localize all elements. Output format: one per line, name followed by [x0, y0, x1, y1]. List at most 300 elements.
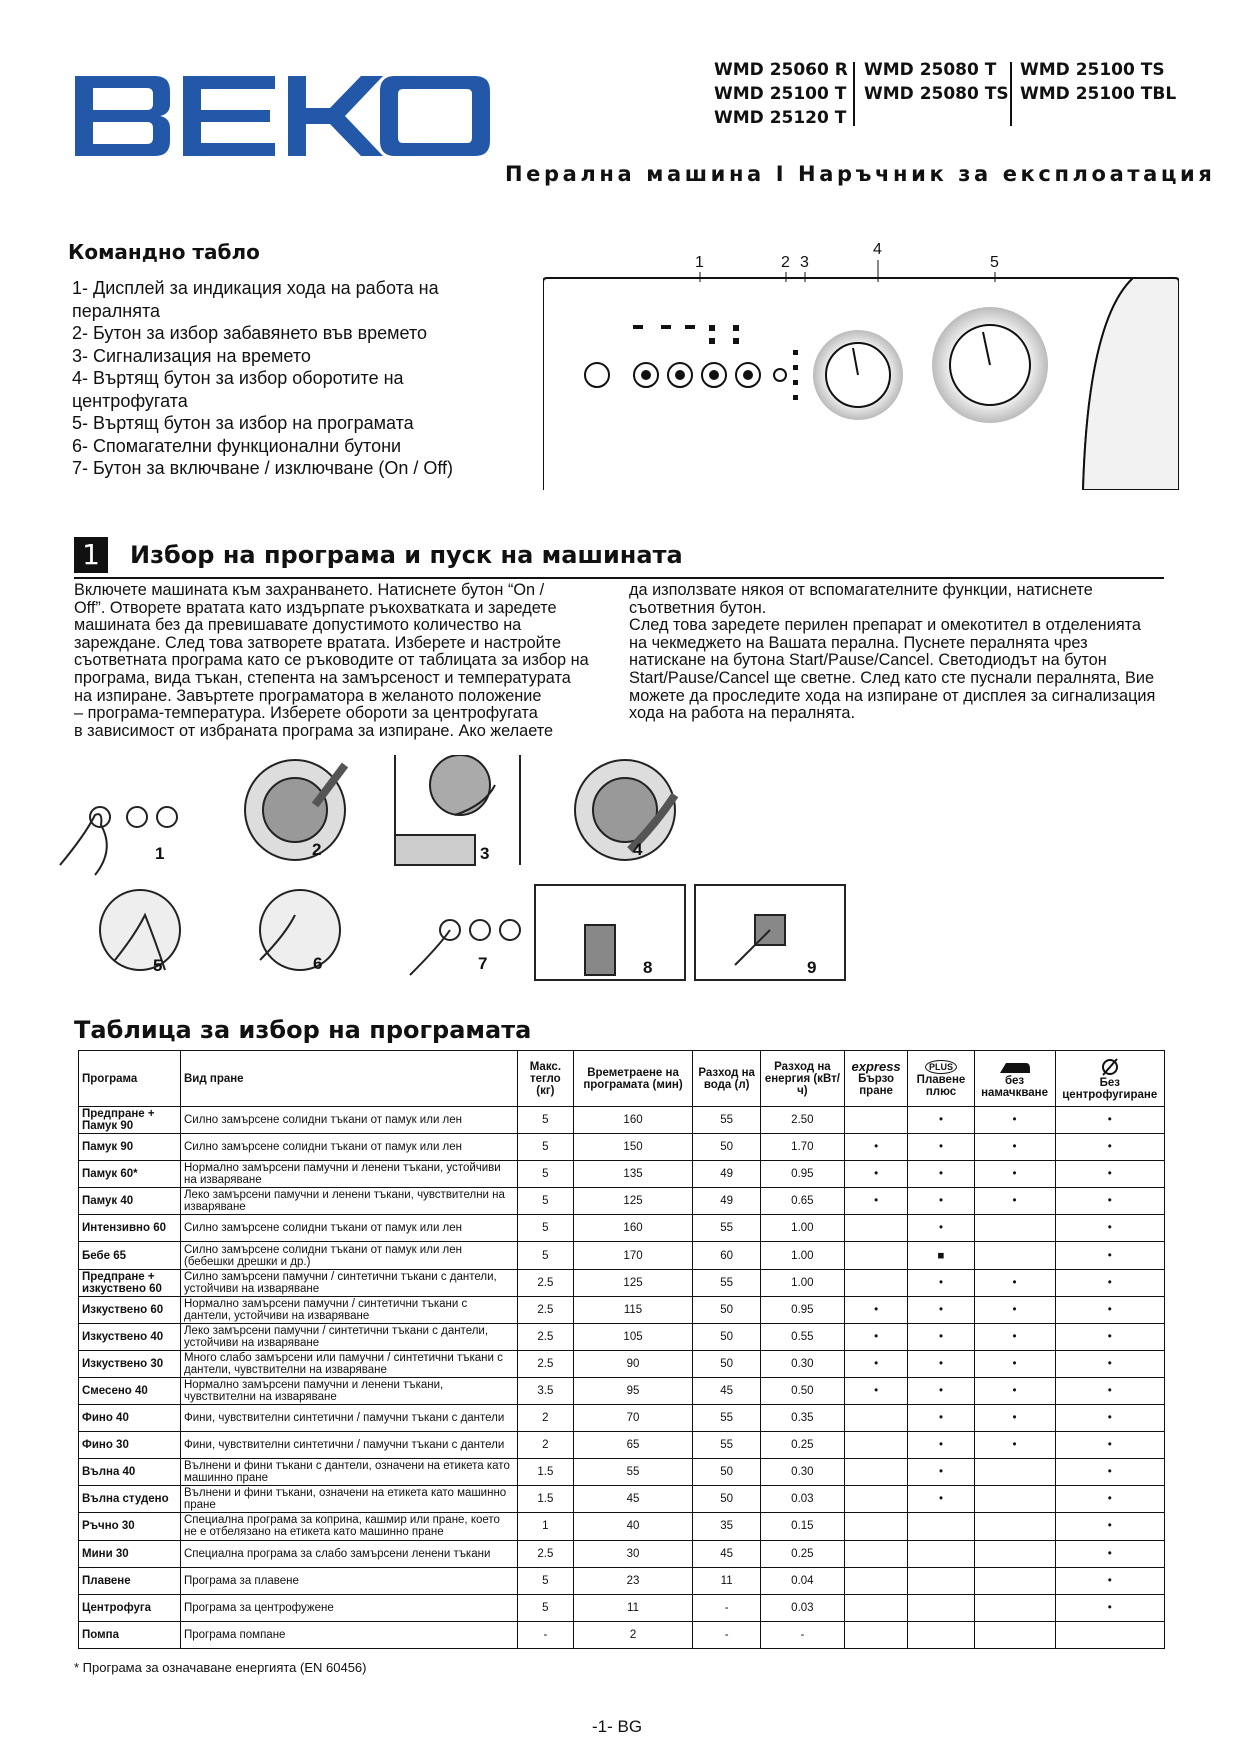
table-row — [79, 1377, 1165, 1404]
cell-noiron: • — [974, 1432, 1055, 1459]
table-row — [79, 1567, 1165, 1594]
paragraph-line: в зависимост от избраната програма за изпиране. Ако желаете — [74, 721, 554, 740]
cell-nospin: • — [1055, 1377, 1164, 1404]
cell-name: Фино 30 — [79, 1432, 181, 1459]
paragraph-line: машината без да превишавате допустимото количество на — [74, 616, 522, 635]
cell-type: Силно замърсене солидни тъкани от памук или лен — [181, 1215, 518, 1242]
cell-load: 5 — [518, 1134, 574, 1161]
cell-type: Много слабо замърсени или памучни / синтетични тъкани с дантели, чувствителни на изваряване — [181, 1350, 518, 1377]
cell-nospin: • — [1055, 1486, 1164, 1513]
iron-icon — [998, 1059, 1032, 1075]
cell-time: 125 — [573, 1188, 693, 1215]
models-col-2 — [864, 58, 1009, 106]
callout-5: 5 — [990, 254, 999, 271]
cell-load: 5 — [518, 1242, 574, 1269]
cell-energy: 0.03 — [760, 1486, 844, 1513]
model-name: WMD 25120 T — [714, 108, 847, 128]
cell-plus — [908, 1621, 974, 1648]
cell-noiron — [974, 1540, 1055, 1567]
paragraph-line: Включете машината към захранването. Натиснете бутон “On / — [74, 581, 545, 599]
cell-type: Силно замърсени памучни / синтетични тъкани с дантели, устойчиви на изваряване — [181, 1269, 518, 1296]
cell-time: 160 — [573, 1107, 693, 1134]
col-energy: Разход на енергия (кВт/ч) — [760, 1051, 844, 1107]
cell-water: - — [693, 1621, 761, 1648]
cell-load: 2 — [518, 1432, 574, 1459]
cell-plus — [908, 1513, 974, 1540]
col-time: Времетраене на програмата (мин) — [573, 1051, 693, 1107]
col-water: Разход на вода (л) — [693, 1051, 761, 1107]
cell-noiron: • — [974, 1188, 1055, 1215]
paragraph-line: да използвате някоя от вспомагателните функции, натиснете — [629, 581, 1093, 599]
paragraph-line: Off”. Отворете вратата като издърпате ръкохватката и заредете — [74, 598, 557, 617]
model-name: WMD 25100 T — [714, 84, 847, 104]
cell-nospin: • — [1055, 1107, 1164, 1134]
step-number: 4 — [633, 840, 643, 859]
cell-name: Изкуствено 60 — [79, 1296, 181, 1323]
cell-load: 5 — [518, 1567, 574, 1594]
cell-express — [844, 1621, 908, 1648]
cell-time: 95 — [573, 1377, 693, 1404]
cell-water: 45 — [693, 1540, 761, 1567]
cell-energy: 1.70 — [760, 1134, 844, 1161]
section-title: Избор на програма и пуск на машината — [130, 541, 683, 569]
instructions-left — [74, 582, 614, 740]
step-number: 7 — [478, 954, 488, 973]
step-number: 5 — [153, 956, 163, 975]
col-plus — [908, 1051, 974, 1107]
cell-type: Фини, чувствителни синтетични / памучни тъкани с дантели — [181, 1405, 518, 1432]
cell-name: Центрофуга — [79, 1594, 181, 1621]
cell-plus: • — [908, 1486, 974, 1513]
cell-plus: • — [908, 1215, 974, 1242]
cell-time: 23 — [573, 1567, 693, 1594]
cell-plus: • — [908, 1405, 974, 1432]
cell-energy: 0.65 — [760, 1188, 844, 1215]
legend-item: 4- Въртящ бутон за избор оборотите на центрофугата — [72, 368, 404, 411]
col-load: Макс. тегло (кг) — [518, 1051, 574, 1107]
cell-water: 60 — [693, 1242, 761, 1269]
cell-noiron: • — [974, 1323, 1055, 1350]
express-logo: express — [851, 1058, 901, 1074]
cell-load: 2.5 — [518, 1350, 574, 1377]
step-number: 2 — [312, 840, 322, 859]
cell-noiron — [974, 1621, 1055, 1648]
table-row — [79, 1486, 1165, 1513]
cell-noiron: • — [974, 1134, 1055, 1161]
step-number: 6 — [313, 954, 323, 973]
no-spin-icon — [1099, 1057, 1121, 1077]
cell-name: Предпране + Памук 90 — [79, 1107, 181, 1134]
section-number: 1 — [74, 537, 108, 573]
cell-nospin: • — [1055, 1594, 1164, 1621]
table-row — [79, 1188, 1165, 1215]
cell-load: 5 — [518, 1107, 574, 1134]
cell-time: 105 — [573, 1323, 693, 1350]
col-program: Програма — [79, 1051, 181, 1107]
cell-name: Мини 30 — [79, 1540, 181, 1567]
cell-express — [844, 1242, 908, 1269]
cell-noiron — [974, 1242, 1055, 1269]
paragraph-line: След това заредете перилен препарат и омекотител в отделенията — [629, 616, 1141, 635]
paragraph-line: на чекмеджето на Вашата перална. Пуснете пералнята чрез — [629, 633, 1088, 652]
cell-plus: ■ — [908, 1242, 974, 1269]
cell-name: Памук 40 — [79, 1188, 181, 1215]
table-row — [79, 1215, 1165, 1242]
legend-item: 6- Спомагателни функционални бутони — [72, 435, 402, 456]
cell-noiron — [974, 1513, 1055, 1540]
cell-water: 55 — [693, 1405, 761, 1432]
cell-noiron: • — [974, 1161, 1055, 1188]
cell-express: • — [844, 1377, 908, 1404]
cell-energy: 1.00 — [760, 1215, 844, 1242]
cell-water: 55 — [693, 1107, 761, 1134]
cell-plus: • — [908, 1377, 974, 1404]
cell-noiron: • — [974, 1405, 1055, 1432]
cell-energy: 0.15 — [760, 1513, 844, 1540]
cell-express — [844, 1459, 908, 1486]
cell-energy: 0.03 — [760, 1594, 844, 1621]
models-col-3 — [1020, 58, 1176, 106]
cell-express — [844, 1486, 908, 1513]
cell-water: 55 — [693, 1432, 761, 1459]
cell-name: Памук 60* — [79, 1161, 181, 1188]
cell-plus — [908, 1594, 974, 1621]
cell-load: 1.5 — [518, 1459, 574, 1486]
step-number: 3 — [480, 844, 490, 863]
models-col-1 — [714, 58, 848, 130]
cell-nospin: • — [1055, 1296, 1164, 1323]
cell-nospin: • — [1055, 1134, 1164, 1161]
cell-time: 150 — [573, 1134, 693, 1161]
col-nospin — [1055, 1051, 1164, 1107]
step-number: 1 — [155, 844, 165, 863]
cell-water: 11 — [693, 1567, 761, 1594]
cell-energy: 0.04 — [760, 1567, 844, 1594]
cell-water: 50 — [693, 1350, 761, 1377]
cell-load: 1.5 — [518, 1486, 574, 1513]
table-row — [79, 1350, 1165, 1377]
cell-energy: 0.50 — [760, 1377, 844, 1404]
cell-type: Специална програма за коприна, кашмир или пране, което не е отбелязано на етикета като машинно пране — [181, 1513, 518, 1540]
cell-name: Помпа — [79, 1621, 181, 1648]
control-panel-title: Командно табло — [68, 240, 260, 264]
cell-energy: 0.35 — [760, 1405, 844, 1432]
cell-plus: • — [908, 1350, 974, 1377]
cell-name: Фино 40 — [79, 1405, 181, 1432]
cell-plus: • — [908, 1161, 974, 1188]
beko-logo — [75, 76, 490, 156]
cell-noiron — [974, 1567, 1055, 1594]
step-number: 8 — [643, 958, 653, 977]
cell-plus — [908, 1540, 974, 1567]
paragraph-line: натискане на бутона Start/Pause/Cancel. Светодиодът на бутон — [629, 651, 1107, 670]
cell-type: Вълнени и фини тъкани с дантели, означени на етикета като машинно пране — [181, 1459, 518, 1486]
cell-plus: • — [908, 1188, 974, 1215]
cell-nospin: • — [1055, 1215, 1164, 1242]
cell-time: 160 — [573, 1215, 693, 1242]
cell-nospin: • — [1055, 1242, 1164, 1269]
table-row — [79, 1459, 1165, 1486]
model-name: WMD 25060 R — [714, 60, 848, 80]
cell-noiron: • — [974, 1350, 1055, 1377]
cell-nospin: • — [1055, 1350, 1164, 1377]
cell-load: 2.5 — [518, 1323, 574, 1350]
cell-plus: • — [908, 1323, 974, 1350]
plus-label: Плавене плюс — [916, 1073, 966, 1098]
cell-energy: 0.95 — [760, 1161, 844, 1188]
cell-type: Нормално замърсени памучни и ленени тъкани, устойчиви на изваряване — [181, 1161, 518, 1188]
cell-express: • — [844, 1296, 908, 1323]
footnote: * Програма за означаване енергията (EN 60456) — [74, 1660, 367, 1675]
cell-express — [844, 1540, 908, 1567]
cell-water: 49 — [693, 1161, 761, 1188]
cell-time: 70 — [573, 1405, 693, 1432]
cell-water: 50 — [693, 1323, 761, 1350]
cell-energy: 0.55 — [760, 1323, 844, 1350]
cell-noiron: • — [974, 1269, 1055, 1296]
cell-load: 2 — [518, 1405, 574, 1432]
cell-name: Ръчно 30 — [79, 1513, 181, 1540]
cell-type: Силно замърсене солидни тъкани от памук или лен — [181, 1107, 518, 1134]
cell-name: Вълна студено — [79, 1486, 181, 1513]
cell-load: 1 — [518, 1513, 574, 1540]
cell-express — [844, 1594, 908, 1621]
cell-nospin: • — [1055, 1513, 1164, 1540]
cell-express — [844, 1405, 908, 1432]
table-row — [79, 1296, 1165, 1323]
model-name: WMD 25080 T — [864, 60, 997, 80]
cell-plus: • — [908, 1269, 974, 1296]
cell-energy: 0.25 — [760, 1540, 844, 1567]
legend-item: 2- Бутон за избор забавянето във времето — [72, 323, 428, 343]
cell-express — [844, 1107, 908, 1134]
callout-2: 2 — [781, 254, 790, 271]
cell-noiron — [974, 1459, 1055, 1486]
cell-plus — [908, 1567, 974, 1594]
cell-plus: • — [908, 1432, 974, 1459]
cell-load: - — [518, 1621, 574, 1648]
cell-time: 40 — [573, 1513, 693, 1540]
cell-noiron: • — [974, 1296, 1055, 1323]
cell-name: Вълна 40 — [79, 1459, 181, 1486]
cell-type: Леко замърсени памучни / синтетични тъкани с дантели, устойчиви на изваряване — [181, 1323, 518, 1350]
model-name: WMD 25080 TS — [864, 84, 1009, 104]
cell-name: Изкуствено 40 — [79, 1323, 181, 1350]
cell-water: - — [693, 1594, 761, 1621]
cell-time: 55 — [573, 1459, 693, 1486]
table-row — [79, 1269, 1165, 1296]
models-divider — [853, 62, 855, 126]
cell-type: Нормално замърсени памучни и ленени тъкани, чувствителни на изваряване — [181, 1377, 518, 1404]
cell-noiron: • — [974, 1107, 1055, 1134]
cell-plus: • — [908, 1134, 974, 1161]
cell-type: Програма помпане — [181, 1621, 518, 1648]
cell-nospin: • — [1055, 1269, 1164, 1296]
cell-nospin: • — [1055, 1432, 1164, 1459]
cell-energy: 1.00 — [760, 1242, 844, 1269]
cell-express: • — [844, 1161, 908, 1188]
callout-1: 1 — [695, 254, 704, 271]
cell-type: Фини, чувствителни синтетични / памучни тъкани с дантели — [181, 1432, 518, 1459]
cell-load: 2.5 — [518, 1269, 574, 1296]
page-number: -1- BG — [592, 1717, 643, 1736]
cell-water: 50 — [693, 1486, 761, 1513]
cell-energy: 0.95 — [760, 1296, 844, 1323]
cell-energy: 2.50 — [760, 1107, 844, 1134]
paragraph-line: съответната програма като се ръководите от таблицата за избор на — [74, 651, 589, 670]
cell-energy: 0.25 — [760, 1432, 844, 1459]
paragraph-line: съответния бутон. — [629, 598, 767, 617]
express-label: Бързо пране — [858, 1072, 895, 1097]
cell-express: • — [844, 1350, 908, 1377]
cell-time: 125 — [573, 1269, 693, 1296]
paragraph-line: – програма-температура. Изберете обороти за центрофугата — [74, 704, 538, 723]
cell-load: 3.5 — [518, 1377, 574, 1404]
col-express — [844, 1051, 908, 1107]
paragraph-line: на изпиране. Завъртете програматора в желаното положение — [74, 686, 542, 705]
nospin-label: Без центрофугиране — [1062, 1076, 1158, 1101]
paragraph-line: Start/Pause/Cancel ще светне. След като сте пуснали пералнята, Вие — [629, 668, 1155, 687]
model-name: WMD 25100 TBL — [1020, 84, 1177, 104]
cell-water: 45 — [693, 1377, 761, 1404]
paragraph-line: програма, вида тъкан, степента на замърсеност и температурата — [74, 668, 571, 687]
program-table — [78, 1050, 1165, 1649]
section-divider — [74, 577, 1164, 579]
cell-water: 35 — [693, 1513, 761, 1540]
paragraph-line: хода на работа на пералнята. — [629, 704, 855, 723]
table-title: Таблица за избор на програмата — [74, 1016, 532, 1044]
cell-load: 5 — [518, 1161, 574, 1188]
table-row — [79, 1621, 1165, 1648]
cell-express — [844, 1269, 908, 1296]
cell-water: 55 — [693, 1269, 761, 1296]
cell-load: 2.5 — [518, 1540, 574, 1567]
cell-type: Програма за центрофужене — [181, 1594, 518, 1621]
cell-name: Смесено 40 — [79, 1377, 181, 1404]
cell-plus: • — [908, 1459, 974, 1486]
manual-subtitle: Перална машина I Наръчник за експлоатация — [505, 162, 1216, 186]
cell-noiron — [974, 1215, 1055, 1242]
legend-item: 5- Въртящ бутон за избор на програмата — [72, 413, 414, 433]
cell-nospin: • — [1055, 1540, 1164, 1567]
table-row — [79, 1107, 1165, 1134]
col-type: Вид пране — [181, 1051, 518, 1107]
paragraph-line: зареждане. След това затворете вратата. Изберете и настройте — [74, 633, 562, 652]
legend-item: 1- Дисплей за индикация хода на работа на пералнята — [72, 278, 439, 321]
cell-energy: 0.30 — [760, 1459, 844, 1486]
col-noiron — [974, 1051, 1055, 1107]
step-number: 9 — [807, 958, 817, 977]
callout-3: 3 — [800, 254, 809, 271]
table-row — [79, 1161, 1165, 1188]
cell-load: 5 — [518, 1594, 574, 1621]
cell-type: Силно замърсене солидни тъкани от памук или лен (бебешки дрешки и др.) — [181, 1242, 518, 1269]
table-row — [79, 1513, 1165, 1540]
models-divider — [1010, 62, 1012, 126]
control-panel-diagram — [543, 240, 1179, 490]
cell-water: 55 — [693, 1215, 761, 1242]
cell-type: Вълнени и фини тъкани, означени на етикета като машинно пране — [181, 1486, 518, 1513]
cell-type: Силно замърсене солидни тъкани от памук или лен — [181, 1134, 518, 1161]
cell-name: Памук 90 — [79, 1134, 181, 1161]
table-row — [79, 1405, 1165, 1432]
cell-name: Бебе 65 — [79, 1242, 181, 1269]
cell-time: 65 — [573, 1432, 693, 1459]
step-illustrations — [55, 755, 1155, 985]
cell-express: • — [844, 1134, 908, 1161]
cell-express — [844, 1215, 908, 1242]
cell-load: 2.5 — [518, 1296, 574, 1323]
cell-plus: • — [908, 1107, 974, 1134]
cell-express — [844, 1513, 908, 1540]
cell-name: Плавене — [79, 1567, 181, 1594]
cell-nospin — [1055, 1621, 1164, 1648]
noiron-label: без намачкване — [981, 1074, 1048, 1099]
model-name: WMD 25100 TS — [1020, 60, 1165, 80]
cell-noiron — [974, 1486, 1055, 1513]
cell-water: 49 — [693, 1188, 761, 1215]
cell-water: 50 — [693, 1134, 761, 1161]
cell-express: • — [844, 1188, 908, 1215]
cell-plus: • — [908, 1296, 974, 1323]
cell-time: 2 — [573, 1621, 693, 1648]
cell-time: 11 — [573, 1594, 693, 1621]
cell-energy: 0.30 — [760, 1350, 844, 1377]
cell-name: Интензивно 60 — [79, 1215, 181, 1242]
paragraph-line: можете да проследите хода на изпиране от дисплея за сигнализация — [629, 686, 1156, 705]
table-row — [79, 1134, 1165, 1161]
cell-name: Предпране + изкуствено 60 — [79, 1269, 181, 1296]
cell-time: 90 — [573, 1350, 693, 1377]
table-row — [79, 1540, 1165, 1567]
cell-express: • — [844, 1323, 908, 1350]
cell-load: 5 — [518, 1188, 574, 1215]
control-panel-legend — [72, 277, 502, 480]
cell-name: Изкуствено 30 — [79, 1350, 181, 1377]
instructions-right — [629, 582, 1169, 723]
legend-item: 3- Сигнализация на времето — [72, 345, 311, 366]
cell-noiron: • — [974, 1377, 1055, 1404]
callout-4: 4 — [873, 241, 882, 258]
cell-nospin: • — [1055, 1188, 1164, 1215]
table-row — [79, 1323, 1165, 1350]
cell-nospin: • — [1055, 1405, 1164, 1432]
cell-type: Леко замърсени памучни и ленени тъкани, чувствителни на изваряване — [181, 1188, 518, 1215]
cell-time: 135 — [573, 1161, 693, 1188]
cell-time: 45 — [573, 1486, 693, 1513]
cell-energy: - — [760, 1621, 844, 1648]
cell-noiron — [974, 1594, 1055, 1621]
cell-express — [844, 1432, 908, 1459]
cell-time: 30 — [573, 1540, 693, 1567]
cell-time: 115 — [573, 1296, 693, 1323]
table-row — [79, 1242, 1165, 1269]
table-header-row — [79, 1051, 1165, 1107]
cell-type: Нормално замърсени памучни / синтетични тъкани с дантели, устойчиви на изваряване — [181, 1296, 518, 1323]
cell-time: 170 — [573, 1242, 693, 1269]
cell-water: 50 — [693, 1459, 761, 1486]
cell-nospin: • — [1055, 1459, 1164, 1486]
cell-load: 5 — [518, 1215, 574, 1242]
plus-logo: PLUS — [925, 1060, 957, 1074]
cell-nospin: • — [1055, 1161, 1164, 1188]
cell-type: Програма за плавене — [181, 1567, 518, 1594]
cell-type: Специална програма за слабо замърсени ленени тъкани — [181, 1540, 518, 1567]
cell-nospin: • — [1055, 1567, 1164, 1594]
table-row — [79, 1432, 1165, 1459]
cell-nospin: • — [1055, 1323, 1164, 1350]
table-row — [79, 1594, 1165, 1621]
